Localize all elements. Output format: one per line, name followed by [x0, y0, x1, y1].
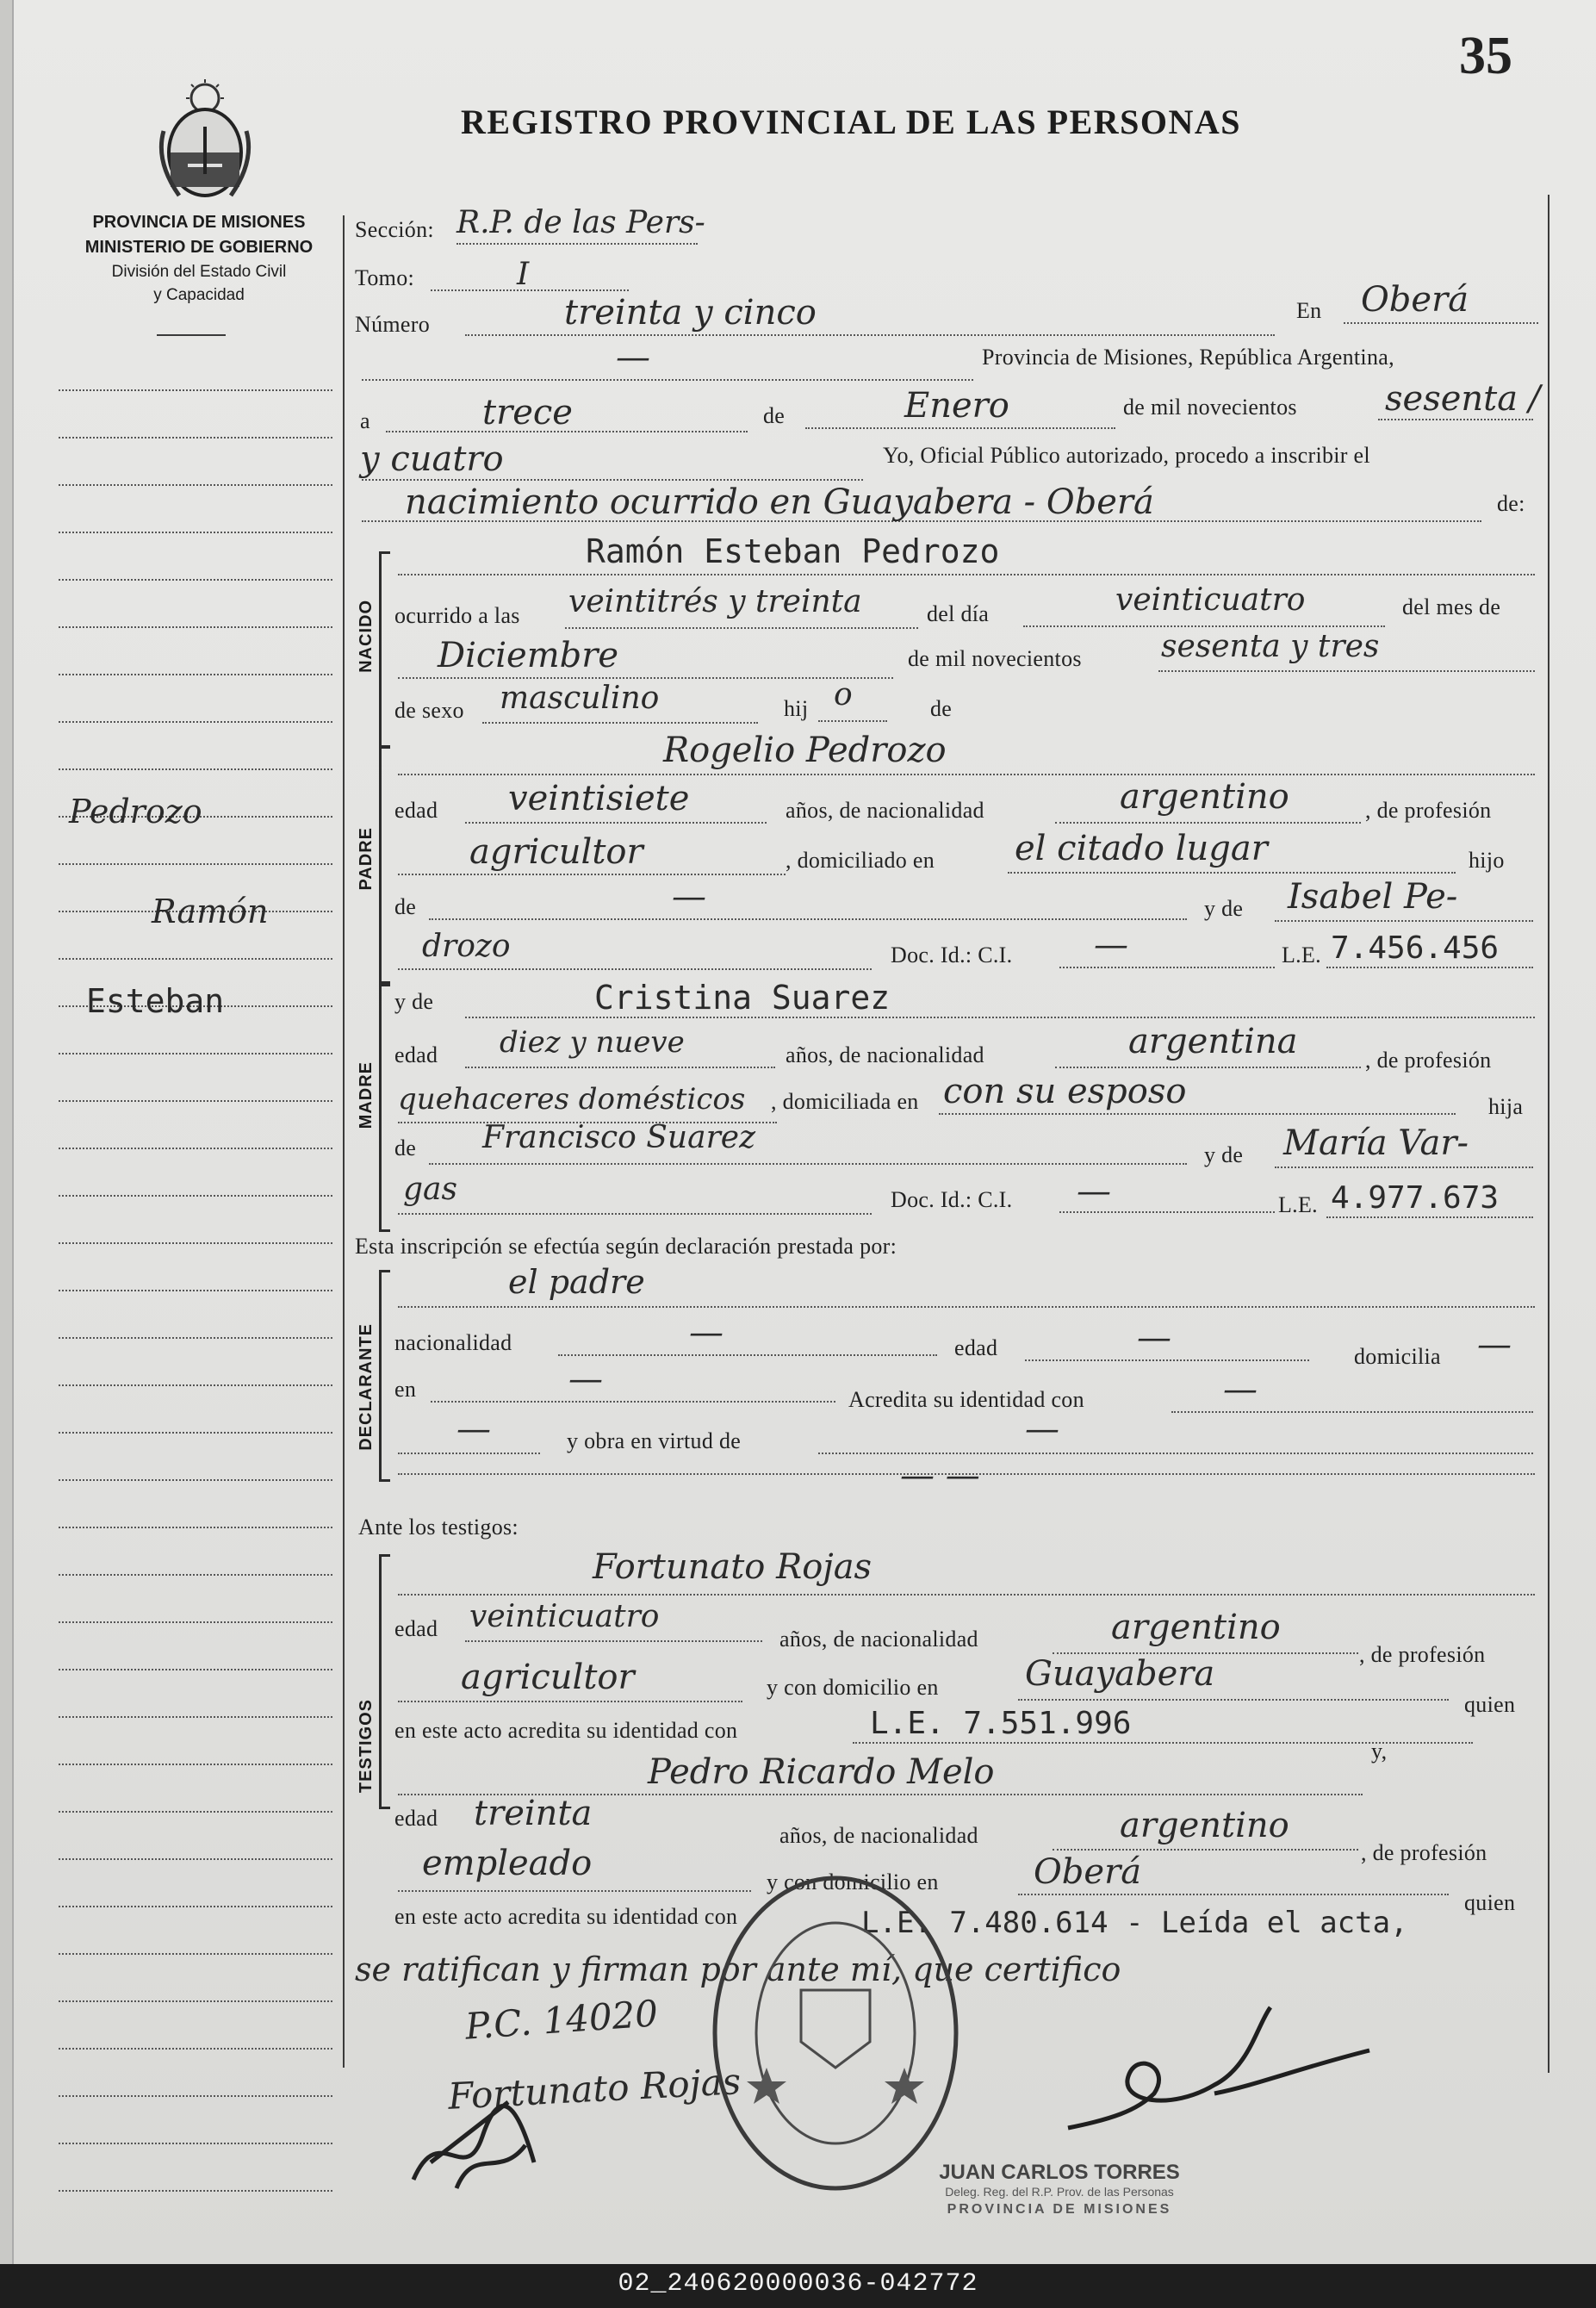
margin-ruled-line: [59, 2190, 332, 2192]
day-value: trece: [482, 393, 573, 432]
official-signature: [1059, 1973, 1387, 2145]
margin-first-name: Ramón: [152, 893, 269, 930]
declarante-acredita-label: Acredita su identidad con: [848, 1387, 1084, 1412]
sexo-value: masculino: [500, 681, 660, 716]
en-label: En: [1296, 298, 1322, 323]
margin-ruled-line: [59, 2143, 332, 2144]
authority-block: [57, 210, 341, 307]
dash-value: —: [616, 338, 650, 377]
authority-division-2: y Capacidad: [153, 286, 245, 304]
padre-madre-line: [1275, 920, 1533, 922]
seccion-label: Sección:: [355, 217, 434, 242]
madre-nac-line: [1055, 1067, 1361, 1068]
mil-label: de mil novecientos: [1123, 395, 1297, 420]
margin-surname: Pedrozo: [69, 793, 202, 831]
official-name: JUAN CARLOS TORRES: [939, 2161, 1180, 2184]
t1-dom-value: Guayabera: [1025, 1654, 1215, 1694]
t1-name: Fortunato Rojas: [593, 1547, 873, 1587]
margin-ruled-line: [59, 579, 332, 581]
madre-madre-cont-line: [398, 1213, 872, 1215]
t1-dom-label: y con domicilio en: [767, 1675, 939, 1700]
margin-ruled-line: [59, 2000, 332, 2002]
anio-value: sesenta y tres: [1161, 629, 1380, 664]
nacido-mil-label: de mil novecientos: [908, 646, 1082, 671]
hij-value: o: [834, 677, 853, 712]
declarante-obra-value: —: [1025, 1409, 1059, 1449]
margin-ruled-line: [59, 1100, 332, 1102]
madre-edad-label: edad: [394, 1042, 438, 1067]
year-value: sesenta /: [1385, 379, 1541, 419]
margin-second-name: Esteban: [86, 982, 225, 1020]
margin-ruled-line: [59, 389, 332, 391]
footer-code: 02_240620000036-042772: [618, 2269, 978, 2299]
t1-dom-line: [1018, 1699, 1449, 1701]
closing-text: se ratifican y firman por ante mí, que certifico: [355, 1950, 1121, 1988]
padre-name-line: [398, 774, 1535, 775]
margin-ruled-line: [59, 484, 332, 486]
margin-ruled-line: [59, 1574, 332, 1576]
margin-ruled-line: [59, 1716, 332, 1718]
del-dia-label: del día: [927, 601, 990, 626]
t2-quien-label: quien: [1464, 1890, 1516, 1915]
margin-ruled-line: [59, 721, 332, 723]
margin-ruled-line: [59, 1242, 332, 1244]
t2-prof-line: [398, 1890, 751, 1892]
madre-yde-label: y de: [394, 989, 434, 1014]
declarante-en-value: —: [568, 1359, 603, 1399]
authority-underline: [157, 334, 226, 336]
anio-line: [1158, 670, 1535, 672]
authority-province: PROVINCIA DE MISIONES: [92, 213, 306, 232]
t2-edad-value: treinta: [474, 1794, 593, 1833]
declarante-dom-value: —: [1477, 1325, 1512, 1365]
hour-line: [565, 627, 918, 629]
hour-value: veintitrés y treinta: [568, 584, 862, 619]
declarante-en-line: [431, 1401, 835, 1403]
nacido-name-line: [398, 574, 1535, 575]
t2-doc-value: L.E. 7.480.614 - Leída el acta,: [861, 1906, 1408, 1940]
madre-doc-line: [1059, 1211, 1275, 1213]
t1-nac-value: argentino: [1111, 1608, 1281, 1647]
padre-de-label: de: [394, 894, 417, 919]
t2-edad-label: edad: [394, 1806, 438, 1831]
margin-ruled-line: [59, 1337, 332, 1339]
declarante-obra-label: y obra en virtud de: [567, 1428, 742, 1453]
padre-nac-value: argentino: [1120, 777, 1289, 817]
madre-name: Cristina Suarez: [594, 979, 891, 1017]
declarante-acredita-line: [1171, 1411, 1533, 1413]
sexo-line: [482, 722, 758, 724]
en-value: Oberá: [1361, 280, 1469, 320]
mes-line: [398, 677, 893, 679]
padre-name: Rogelio Pedrozo: [663, 731, 947, 770]
dia-value: veinticuatro: [1115, 582, 1306, 618]
dia-line: [1023, 625, 1385, 627]
madre-nac-label: años, de nacionalidad: [786, 1042, 984, 1067]
padre-nac-line: [1055, 822, 1361, 824]
t1-prof-label: , de profesión: [1359, 1642, 1486, 1667]
declarante-edad-line: [1025, 1359, 1309, 1361]
t2-dom-label: y con domicilio en: [767, 1869, 939, 1894]
declarante-bracket: [379, 1270, 390, 1482]
t2-dom-line: [1018, 1894, 1449, 1895]
del-mes-label: del mes de: [1402, 594, 1501, 619]
form-left-border: [343, 215, 345, 2068]
madre-yde2-label: y de: [1204, 1142, 1244, 1167]
ocurrido-label: ocurrido a las: [394, 603, 520, 628]
mes-value: Diciembre: [438, 636, 619, 675]
t2-prof-value: empleado: [422, 1844, 593, 1883]
madre-bracket: [379, 984, 390, 1232]
padre-nac-label: años, de nacionalidad: [786, 798, 984, 823]
margin-ruled-line: [59, 626, 332, 628]
margin-ruled-line: [59, 1290, 332, 1291]
seccion-line: [456, 243, 698, 245]
madre-dom-value: con su esposo: [943, 1072, 1187, 1111]
t1-edad-value: veinticuatro: [469, 1599, 660, 1634]
margin-ruled-line: [59, 1148, 332, 1149]
witness-signature-scribble: [405, 2085, 560, 2197]
page-number: 35: [1459, 27, 1512, 85]
declarante-edad-value: —: [1137, 1318, 1171, 1358]
declarante-en-label: en: [394, 1377, 417, 1402]
padre-bracket: [379, 746, 390, 984]
margin-ruled-line: [59, 1384, 332, 1386]
hij-label: hij: [784, 696, 809, 721]
t1-nac-label: años, de nacionalidad: [779, 1627, 978, 1652]
province-prefix-line: [362, 379, 973, 381]
margin-ruled-line: [59, 1621, 332, 1623]
margin-ruled-line: [59, 437, 332, 439]
padre-edad-label: edad: [394, 798, 438, 823]
madre-doc-label: Doc. Id.: C.I.: [891, 1187, 1013, 1212]
nacido-de-label: de: [930, 696, 953, 721]
madre-nac-value: argentina: [1128, 1022, 1298, 1061]
margin-ruled-line: [59, 2048, 332, 2050]
t1-edad-label: edad: [394, 1616, 438, 1641]
margin-ruled-line: [59, 1764, 332, 1765]
sexo-label: de sexo: [394, 698, 464, 723]
de-label: de: [763, 403, 786, 428]
margin-ruled-line: [59, 1195, 332, 1197]
numero-value: treinta y cinco: [564, 293, 817, 333]
madre-madre-value: María Var-: [1283, 1123, 1469, 1163]
madre-edad-line: [465, 1067, 775, 1068]
month-value: Enero: [904, 386, 1009, 426]
madre-le-line: [1326, 1216, 1533, 1218]
padre-prof-line: [398, 874, 786, 875]
form-right-border: [1548, 195, 1549, 2073]
declarante-acredita-value: —: [1223, 1370, 1258, 1409]
margin-ruled-line: [59, 1953, 332, 1955]
year-cont-line: [362, 479, 863, 481]
t1-name-line: [398, 1594, 1535, 1596]
madre-de-label: de: [394, 1135, 417, 1160]
oficial-text: Yo, Oficial Público autorizado, procedo a inscribir el: [883, 443, 1370, 468]
t2-dom-value: Oberá: [1034, 1852, 1142, 1892]
year-line: [1378, 419, 1533, 420]
numero-label: Número: [355, 312, 430, 337]
declarante-name: el padre: [508, 1263, 645, 1301]
declarante-obra-pre: —: [456, 1409, 491, 1449]
declarante-extra: — —: [900, 1456, 980, 1496]
official-province: PROVINCIA DE MISIONES: [947, 2202, 1172, 2217]
official-block: [930, 2161, 1189, 2218]
padre-madre-cont-line: [398, 968, 872, 970]
madre-name-line: [465, 1017, 1535, 1018]
padre-prof-label: , de profesión: [1365, 798, 1492, 823]
t2-y-label: y,: [1371, 1739, 1388, 1764]
padre-section-label: PADRE: [357, 827, 376, 891]
t2-prof-label: , de profesión: [1361, 1840, 1487, 1865]
t2-nac-label: años, de nacionalidad: [779, 1823, 978, 1848]
padre-yde-label: y de: [1204, 896, 1244, 921]
declarante-nac-line: [558, 1354, 937, 1356]
document-title: REGISTRO PROVINCIAL DE LAS PERSONAS: [461, 103, 1242, 141]
page-binding-edge: [0, 0, 14, 2264]
madre-de-value: Francisco Suarez: [482, 1120, 756, 1155]
declarante-nac-value: —: [689, 1313, 723, 1353]
nacido-bracket: [379, 551, 390, 748]
madre-madre-line: [1275, 1166, 1533, 1168]
padre-de-value: —: [672, 877, 706, 917]
margin-ruled-line: [59, 768, 332, 770]
t1-quien-label: quien: [1464, 1692, 1516, 1717]
event-value: nacimiento ocurrido en Guayabera - Oberá: [405, 482, 1154, 522]
padre-madre-value: Isabel Pe-: [1288, 877, 1458, 917]
madre-prof-label: , de profesión: [1365, 1048, 1492, 1073]
padre-edad-value: veintisiete: [508, 779, 690, 818]
official-title: Deleg. Reg. del R.P. Prov. de las Personas: [945, 2185, 1174, 2199]
madre-dom-line: [939, 1113, 1456, 1115]
nacido-name: Ramón Esteban Pedrozo: [586, 532, 1000, 570]
madre-edad-value: diez y nueve: [500, 1025, 685, 1060]
declarante-nac-label: nacionalidad: [394, 1330, 512, 1355]
a-label: a: [360, 408, 370, 433]
padre-le-value: 7.456.456: [1331, 930, 1500, 966]
declarante-name-line: [398, 1306, 1535, 1308]
madre-de-line: [429, 1163, 1187, 1165]
padre-doc-line: [1059, 967, 1275, 968]
t1-edad-line: [465, 1640, 762, 1642]
madre-dom-label: , domiciliada en: [771, 1089, 919, 1114]
month-line: [805, 427, 1115, 429]
margin-ruled-line: [59, 674, 332, 675]
de2-label: de:: [1497, 491, 1525, 516]
tomo-value: I: [517, 257, 530, 292]
declarante-section-label: DECLARANTE: [357, 1323, 376, 1451]
signature-1: P.C. 14020: [463, 1992, 660, 2048]
tomo-label: Tomo:: [355, 265, 415, 290]
year-cont-value: y cuatro: [360, 439, 504, 479]
testigos-bracket: [379, 1554, 390, 1809]
authority-ministry: MINISTERIO DE GOBIERNO: [84, 238, 314, 257]
margin-ruled-line: [59, 1906, 332, 1907]
padre-hijo-label: hijo: [1469, 848, 1505, 873]
numero-line: [465, 334, 1275, 336]
padre-dom-value: el citado lugar: [1015, 829, 1268, 868]
declarante-intro: Esta inscripción se efectúa según declaración prestada por:: [355, 1234, 897, 1259]
padre-le-label: L.E.: [1282, 942, 1321, 967]
margin-ruled-line: [59, 1479, 332, 1481]
margin-ruled-line: [59, 1811, 332, 1813]
margin-ruled-line: [59, 2095, 332, 2097]
margin-ruled-line: [59, 1053, 332, 1054]
t2-nac-value: argentino: [1120, 1806, 1289, 1845]
t1-acredita-label: en este acto acredita su identidad con: [394, 1718, 738, 1743]
authority-division: División del Estado Civil: [111, 263, 287, 281]
madre-section-label: MADRE: [357, 1061, 376, 1129]
padre-dom-line: [1008, 872, 1456, 874]
padre-prof-value: agricultor: [469, 832, 643, 872]
nacido-section-label: NACIDO: [357, 600, 376, 673]
padre-doc-value: —: [1094, 925, 1128, 965]
padre-edad-line: [465, 822, 767, 824]
margin-ruled-line: [59, 532, 332, 533]
padre-de-line: [429, 918, 1187, 920]
margin-ruled-line: [59, 1527, 332, 1528]
declarante-obra-line: [818, 1453, 1533, 1454]
madre-doc-value: —: [1077, 1172, 1111, 1211]
madre-le-value: 4.977.673: [1331, 1180, 1500, 1216]
testigos-section-label: TESTIGOS: [357, 1699, 376, 1794]
madre-prof-value: quehaceres domésticos: [398, 1082, 746, 1117]
padre-doc-label: Doc. Id.: C.I.: [891, 942, 1013, 967]
madre-madre-cont: gas: [403, 1172, 457, 1207]
declarante-obra-pre-line: [398, 1453, 540, 1454]
t2-acredita-label: en este acto acredita su identidad con: [394, 1904, 738, 1929]
signature-2: Fortunato Rojas: [446, 2060, 742, 2118]
madre-le-label: L.E.: [1278, 1192, 1318, 1217]
seccion-value: R.P. de las Pers-: [456, 205, 705, 240]
declarante-dom-label: domicilia: [1354, 1344, 1441, 1369]
testigos-intro: Ante los testigos:: [358, 1515, 519, 1540]
t2-nac-line: [1053, 1849, 1358, 1851]
padre-madre-cont: drozo: [422, 929, 511, 964]
declarante-edad-label: edad: [954, 1335, 998, 1360]
tomo-line: [431, 289, 629, 291]
madre-hija-label: hija: [1488, 1094, 1524, 1119]
margin-ruled-line: [59, 958, 332, 960]
hij-line: [818, 720, 887, 722]
province-line-text: Provincia de Misiones, República Argentina,: [982, 345, 1394, 370]
padre-le-line: [1326, 967, 1533, 968]
t2-name: Pedro Ricardo Melo: [648, 1752, 995, 1792]
margin-ruled-line: [59, 1669, 332, 1670]
margin-ruled-line: [59, 863, 332, 865]
margin-ruled-line: [59, 1432, 332, 1434]
en-line: [1344, 322, 1538, 324]
t1-prof-value: agricultor: [461, 1658, 635, 1697]
coat-of-arms-emblem: [153, 79, 257, 208]
t1-prof-line: [398, 1701, 742, 1702]
padre-dom-label: , domiciliado en: [786, 848, 935, 873]
official-seal: [706, 1869, 965, 2197]
t1-doc-value: L.E. 7.551.996: [870, 1706, 1132, 1741]
margin-ruled-line: [59, 1858, 332, 1860]
